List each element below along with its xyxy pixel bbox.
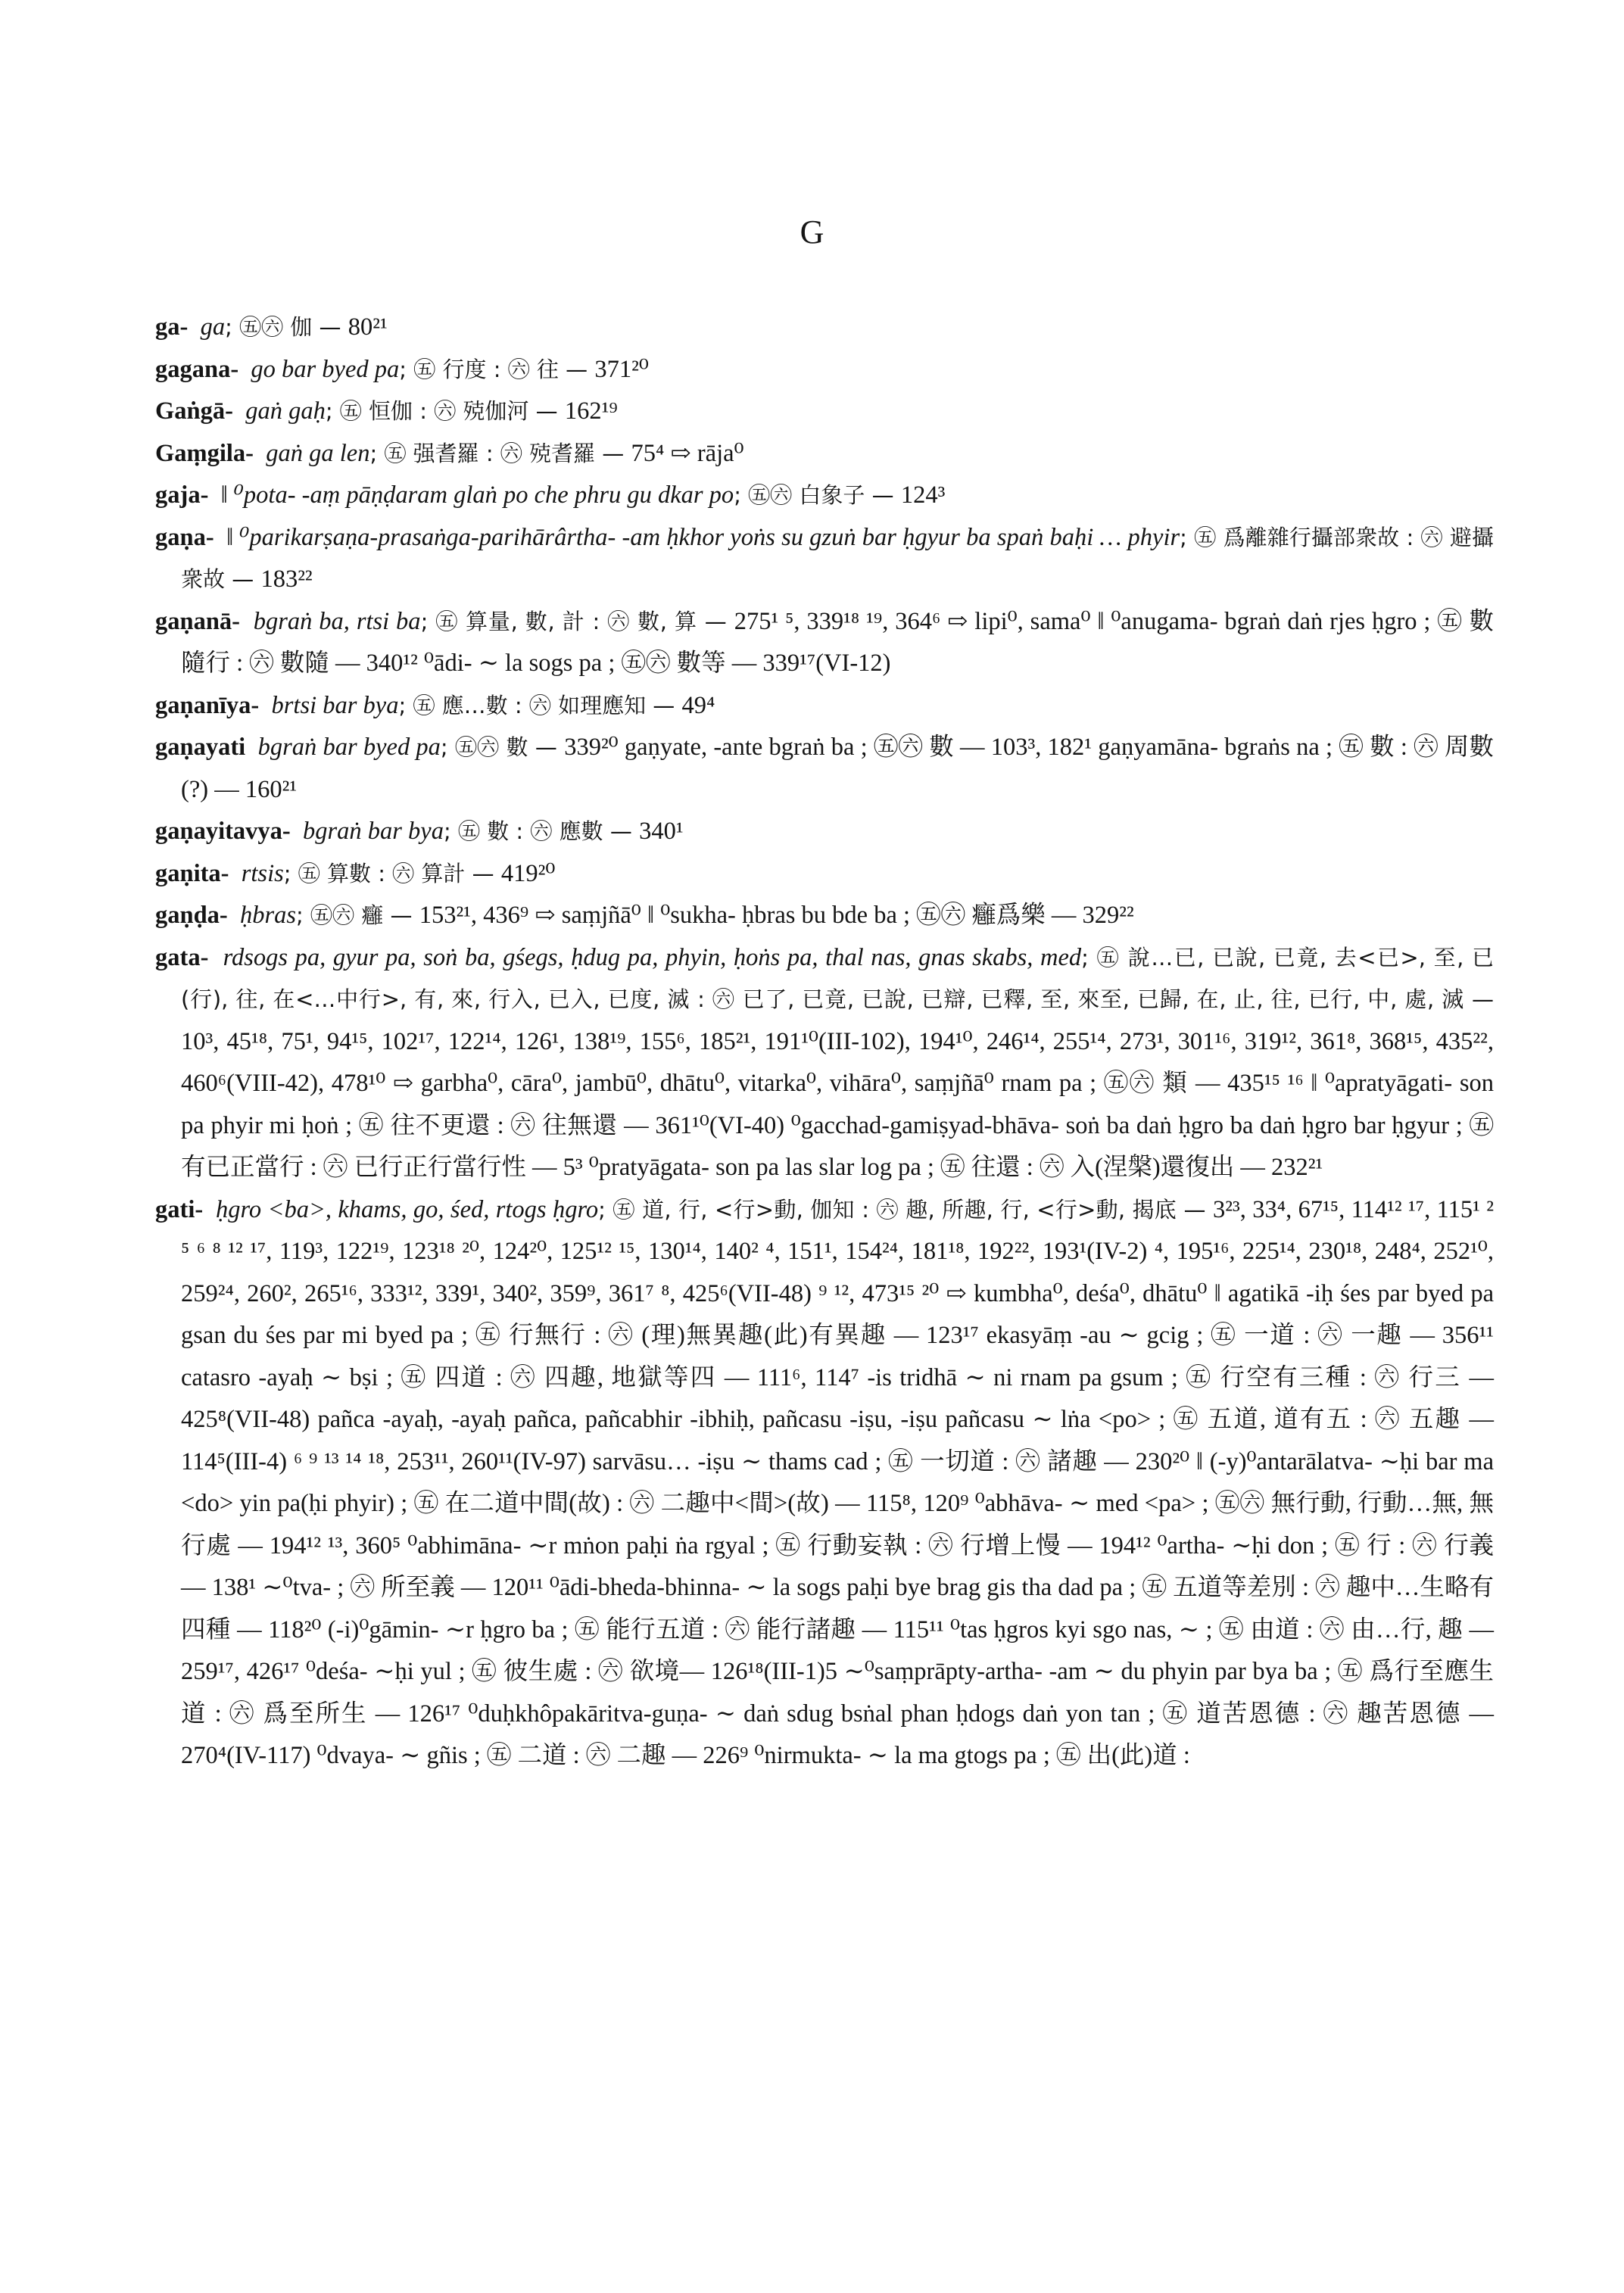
headword: ga-: [155, 313, 189, 341]
page-refs: 183²²: [260, 565, 313, 593]
headword: gaṇanīya-: [155, 691, 260, 719]
tibetan-equivalent: gaṅ ga len: [266, 439, 370, 467]
page-refs: 162¹⁹: [564, 397, 618, 425]
chinese-equivalents: ; ㊄ 恒伽 : ㊅ 殑伽河 —: [325, 398, 565, 424]
dictionary-entries: [155, 307, 1494, 1777]
chinese-equivalents: ; ㊄ 爲離雜行攝部衆故 : ㊅ 避攝衆故 —: [181, 524, 1494, 592]
headword: gati-: [155, 1195, 204, 1223]
page-refs: 153²¹, 436⁹ ⇨ saṃjñā⁰ ‖ ⁰sukha- ḥbras bu bde ba ; ㊄㊅ 癰爲樂 — 329²²: [419, 902, 1134, 929]
tibetan-equivalent: gaṅ gaḥ: [245, 397, 326, 425]
tibetan-equivalent: ḥgro <ba>, khams, go, śed, rtogs ḥgro: [215, 1195, 599, 1223]
page-refs: 75⁴ ⇨ rāja⁰: [631, 439, 744, 467]
chinese-equivalents: ; ㊄㊅ 數 —: [440, 734, 565, 760]
tibetan-equivalent: bgraṅ bar byed pa: [257, 734, 441, 761]
headword: gaṇayitavya-: [155, 818, 291, 845]
tibetan-equivalent: ḥbras: [239, 902, 297, 929]
headword: gaṇanā-: [155, 607, 240, 635]
chinese-equivalents: ; ㊄ 說…已, 已說, 已竟, 去<已>, 至, 已(行), 往, 在<…中行>, 有, 來, 行入, 已入, 已度, 滅 : ㊅ 已了, 已竟, 已說, 已辯, 已釋, 至, 來至, 已歸, 在, 止, 往, 已行, 中, 處, 滅 —: [181, 944, 1494, 1012]
headword: gagana-: [155, 355, 239, 383]
page-letter: G: [800, 213, 824, 251]
headword: gata-: [155, 943, 209, 971]
page-refs: 275¹ ⁵, 339¹⁸ ¹⁹, 364⁶ ⇨ lipi⁰, sama⁰ ‖ ⁰anugama- bgraṅ daṅ rjes ḥgro ; ㊄ 數隨行 : ㊅ 數隨 — 340¹² ⁰ādi- ∼ la sogs pa ; ㊄㊅ 數等 — 339¹⁷(VI-12): [181, 607, 1494, 677]
entry-ganda: [155, 895, 1494, 937]
chinese-equivalents: ; ㊄ 應…數 : ㊅ 如理應知 —: [398, 692, 682, 718]
entry-ganayitavya: [155, 811, 1494, 853]
entry-ganayati: [155, 727, 1494, 811]
page-refs: 371²⁰: [594, 355, 649, 383]
headword: gaṇita-: [155, 859, 229, 887]
entry-ganita: [155, 853, 1494, 896]
entry-ganga: [155, 391, 1494, 433]
tibetan-equivalent: ‖ ⁰pota- -aṃ pāṇḍaram glaṅ po che phru gu dkar po: [220, 481, 734, 509]
chinese-equivalents: ; ㊄ 算量, 數, 計 : ㊅ 數, 算 —: [420, 608, 734, 634]
chinese-equivalents: ; ㊄ 算數 : ㊅ 算計 —: [283, 860, 501, 886]
chinese-equivalents: ; ㊄㊅ 伽 —: [225, 314, 348, 340]
entry-gamgila: [155, 433, 1494, 475]
chinese-equivalents: ; ㊄㊅ 白象子 —: [734, 482, 901, 508]
headword: gaṇayati: [155, 734, 246, 761]
entry-gata: [155, 937, 1494, 1189]
tibetan-equivalent: bgraṅ bar bya: [303, 818, 444, 845]
chinese-equivalents: ; ㊄ 强耆羅 : ㊅ 殑耆羅 —: [369, 440, 631, 466]
entry-gananiya: [155, 685, 1494, 727]
page-refs: 339²⁰ gaṇyate, -ante bgraṅ ba ; ㊄㊅ 數 — 103³, 182¹ gaṇyamāna- bgraṅs na ; ㊄ 數 : ㊅ 周數(?) — 160²¹: [181, 734, 1495, 803]
entry-ga: [155, 307, 1494, 349]
page-refs: 3²³, 33⁴, 67¹⁵, 114¹² ¹⁷, 115¹ ² ⁵ ⁶ ⁸ ¹² ¹⁷, 119³, 122¹⁹, 123¹⁸ ²⁰, 124²⁰, 125¹² ¹⁵, 130¹⁴, 140² ⁴, 151¹, 154²⁴, 181¹⁸, 192²², 193¹(IV-2) ⁴, 195¹⁶, 225¹⁴, 230¹⁸, 248⁴, 252¹⁰, 259²⁴, 260², 265¹⁶, 333¹², 339¹, 340², 359⁹, 361⁷ ⁸, 425⁶(VII-48) ⁹ ¹², 473¹⁵ ²⁰ ⇨ kumbha⁰, deśa⁰, dhātu⁰ ‖ agatikā -iḥ śes par byed pa gsan du śes par mi byed pa ; ㊄ 行無行 : ㊅ (理)無異趣(此)有異趣 — 123¹⁷ ekasyāṃ -au ∼ gcig ; ㊄ 一道 : ㊅ 一趣 — 356¹¹ catasro -ayaḥ ∼ bṣi ; ㊄ 四道 : ㊅ 四趣, 地獄等四 — 111⁶, 114⁷ -is tridhā ∼ ni rnam pa gsum ; ㊄ 行空有三種 : ㊅ 行三 — 425⁸(VII-48) pañca -ayaḥ, -ayaḥ pañca, pañcabhir -ibhiḥ, pañcasu -iṣu, -iṣu pañcasu ∼ lṅa <po> ; ㊄ 五道, 道有五 : ㊅ 五趣 — 114⁵(III-4) ⁶ ⁹ ¹³ ¹⁴ ¹⁸, 253¹¹, 260¹¹(IV-97) sarvāsu… -iṣu ∼ thams cad ; ㊄ 一切道 : ㊅ 諸趣 — 230²⁰ ‖ (-y)⁰antarālatva- ∼ḥi bar ma <do> yin pa(ḥi phyir) ; ㊄ 在二道中間(故) : ㊅ 二趣中<間>(故) — 115⁸, 120⁹ ⁰abhāva- ∼ med <pa> ; ㊄㊅ 無行動, 行動…無, 無行處 — 194¹² ¹³, 360⁵ ⁰abhimāna- ∼r mṅon paḥi ṅa rgyal ; ㊄ 行動妄執 : ㊅ 行增上慢 — 194¹² ⁰artha- ∼ḥi don ; ㊄ 行 : ㊅ 行義 — 138¹ ∼⁰tva- ; ㊅ 所至義 — 120¹¹ ⁰ādi-bheda-bhinna- ∼ la sogs paḥi bye brag gis tha dad pa ; ㊄ 五道等差別 : ㊅ 趣中…生略有四種 — 118²⁰ (-i)⁰gāmin- ∼r ḥgro ba ; ㊄ 能行五道 : ㊅ 能行諸趣 — 115¹¹ ⁰tas ḥgros kyi sgo nas, ∼ ; ㊄ 由道 : ㊅ 由…行, 趣 — 259¹⁷, 426¹⁷ ⁰deśa- ∼ḥi yul ; ㊄ 彼生處 : ㊅ 欲境— 126¹⁸(III-1)5 ∼⁰saṃprāpty-artha- -am ∼ du phyin par bya ba ; ㊄ 爲行至應生道 : ㊅ 爲至所生 — 126¹⁷ ⁰duḥkhôpakāritva-guṇa- ∼ daṅ sdug bsṅal phan ḥdogs daṅ yon tan ; ㊄ 道苦恩德 : ㊅ 趣苦恩德 — 270⁴(IV-117) ⁰dvaya- ∼ gñis ; ㊄ 二道 : ㊅ 二趣 — 226⁹ ⁰nirmukta- ∼ la ma gtogs pa ; ㊄ 出(此)道 :: [181, 1195, 1495, 1769]
page-refs: 124³: [900, 481, 946, 509]
entry-gaja: [155, 475, 1494, 517]
tibetan-equivalent: ga: [200, 313, 226, 341]
chinese-equivalents: ; ㊄ 數 : ㊅ 應數 —: [443, 818, 640, 844]
page-refs: 340¹: [639, 818, 684, 845]
entry-gagana: [155, 349, 1494, 391]
headword: Gaṅgā-: [155, 397, 233, 425]
tibetan-equivalent: rtsis: [241, 859, 284, 887]
headword: gaṇḍa-: [155, 902, 228, 929]
page-refs: 80²¹: [348, 313, 388, 341]
entry-ganana: [155, 601, 1494, 685]
page-refs: 10³, 45¹⁸, 75¹, 94¹⁵, 102¹⁷, 122¹⁴, 126¹, 138¹⁹, 155⁶, 185²¹, 191¹⁰(III-102), 194¹⁰, 246¹⁴, 255¹⁴, 273¹, 301¹⁶, 319¹², 361⁸, 368¹⁵, 435²², 460⁶(VIII-42), 478¹⁰ ⇨ garbha⁰, cāra⁰, jambū⁰, dhātu⁰, vitarka⁰, vihāra⁰, saṃjñā⁰ rnam pa ; ㊄㊅ 類 — 435¹⁵ ¹⁶ ‖ ⁰apratyāgati- son pa phyir mi ḥoṅ ; ㊄ 往不更還 : ㊅ 往無還 — 361¹⁰(VI-40) ⁰gacchad-gamiṣyad-bhāva- soṅ ba daṅ ḥgro ba daṅ ḥgro bar ḥgyur ; ㊄ 有已正當行 : ㊅ 已行正行當行性 — 5³ ⁰pratyāgata- son pa las slar log pa ; ㊄ 往還 : ㊅ 入(涅槃)還復出 — 232²¹: [181, 1027, 1494, 1181]
headword: Gaṃgila-: [155, 439, 254, 467]
tibetan-equivalent: go bar byed pa: [251, 355, 400, 383]
tibetan-equivalent: ‖ ⁰parikarṣaṇa-prasaṅga-parihārârtha- -am ḥkhor yoṅs su gzuṅ bar ḥgyur ba spaṅ baḥi … phyir: [226, 523, 1180, 551]
entry-gati: [155, 1189, 1494, 1777]
tibetan-equivalent: brtsi bar bya: [271, 691, 399, 719]
headword: gaṇa-: [155, 523, 214, 551]
entry-gana: [155, 517, 1494, 601]
tibetan-equivalent: bgraṅ ba, rtsi ba: [253, 607, 421, 635]
chinese-equivalents: ; ㊄ 道, 行, <行>動, 伽知 : ㊅ 趣, 所趣, 行, <行>動, 揭底 —: [598, 1196, 1213, 1223]
page-refs: 419²⁰: [500, 859, 556, 887]
chinese-equivalents: ; ㊄㊅ 癰 —: [296, 902, 419, 928]
page-refs: 49⁴: [681, 691, 715, 719]
chinese-equivalents: ; ㊄ 行度 : ㊅ 往 —: [399, 356, 595, 382]
headword: gaja-: [155, 481, 209, 509]
tibetan-equivalent: rdsogs pa, gyur pa, soṅ ba, gśegs, ḥdug pa, phyin, ḥoṅs pa, thal nas, gnas skabs, med: [223, 943, 1082, 971]
